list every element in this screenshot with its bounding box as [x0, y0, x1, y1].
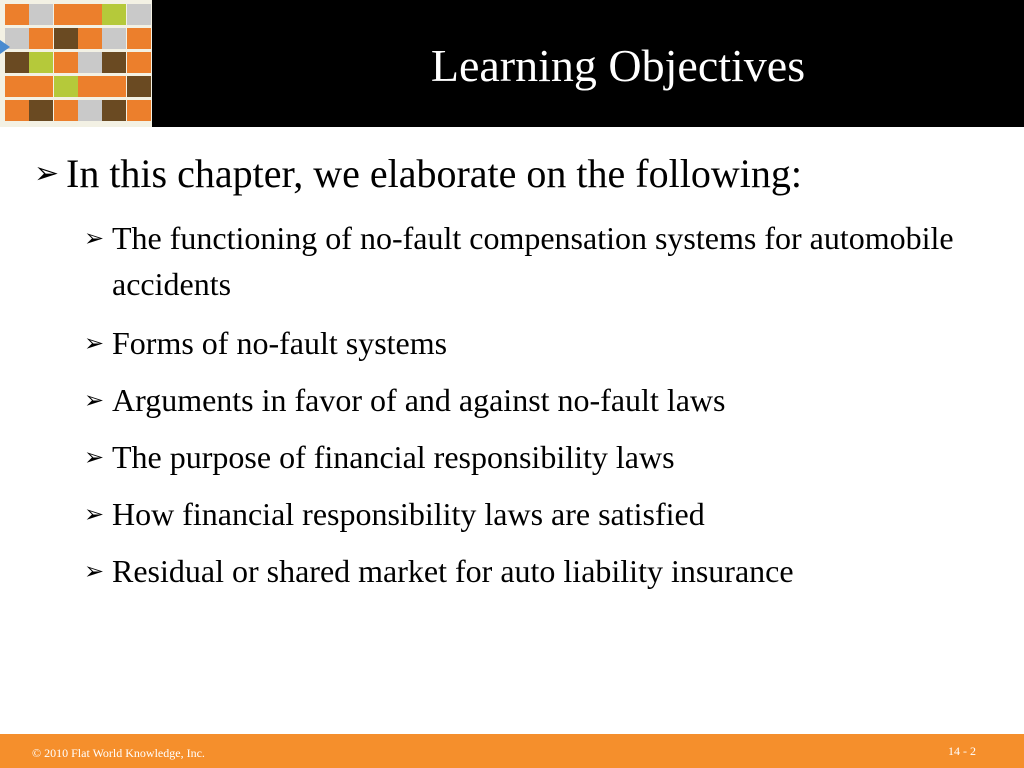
logo-tile — [78, 76, 102, 97]
logo-tile — [102, 76, 126, 97]
list-item-text: The functioning of no-fault compensation systems for automobile accidents — [112, 220, 954, 302]
bullet-arrow-icon: ➢ — [34, 156, 60, 191]
intro-bullet — [34, 150, 994, 198]
logo-tile — [102, 4, 126, 25]
logo-tile — [78, 4, 102, 25]
list-item-text: Forms of no-fault systems — [112, 325, 448, 361]
logo-tile — [5, 4, 29, 25]
logo-tile — [78, 100, 102, 121]
logo-tile — [54, 100, 78, 121]
logo-tile — [29, 4, 53, 25]
bullet-arrow-icon: ➢ — [84, 329, 105, 357]
logo-tile — [29, 28, 53, 49]
bullet-arrow-icon: ➢ — [84, 386, 105, 414]
list-item-text: Residual or shared market for auto liability insurance — [112, 553, 794, 589]
bullet-arrow-icon: ➢ — [84, 224, 105, 252]
page-number: 14 - 2 — [948, 744, 976, 758]
logo-tile — [5, 100, 29, 121]
slide-header — [0, 0, 1024, 127]
copyright-text: © 2010 Flat World Knowledge, Inc. — [32, 746, 205, 760]
list-item-text: The purpose of financial responsibility laws — [112, 439, 675, 475]
bullet-arrow-icon: ➢ — [84, 443, 105, 471]
logo-tile — [127, 76, 151, 97]
logo-tile — [29, 52, 53, 73]
logo-tile — [78, 28, 102, 49]
logo-tile — [102, 100, 126, 121]
mosaic-logo — [0, 0, 152, 127]
logo-tile — [5, 52, 29, 73]
logo-tile — [29, 76, 53, 97]
arrow-icon — [0, 40, 10, 54]
list-item — [84, 377, 984, 423]
list-item — [84, 491, 984, 537]
logo-tile — [54, 4, 78, 25]
bullet-arrow-icon: ➢ — [84, 557, 105, 585]
slide-footer — [0, 734, 1024, 768]
logo-tile — [102, 28, 126, 49]
slide-title: Learning Objectives — [430, 40, 806, 91]
list-item — [84, 434, 984, 480]
logo-tile — [127, 28, 151, 49]
list-item — [84, 548, 984, 594]
logo-tile — [54, 28, 78, 49]
list-item — [84, 215, 984, 307]
logo-tile — [54, 76, 78, 97]
list-item-text: Arguments in favor of and against no-fault laws — [112, 382, 726, 418]
list-item — [84, 320, 984, 366]
logo-tile — [78, 52, 102, 73]
logo-tile — [127, 100, 151, 121]
logo-tile — [5, 76, 29, 97]
list-item-text: How financial responsibility laws are satisfied — [112, 496, 705, 532]
bullet-arrow-icon: ➢ — [84, 500, 105, 528]
intro-text: In this chapter, we elaborate on the following: — [66, 151, 802, 196]
logo-tile — [54, 52, 78, 73]
logo-tile — [29, 100, 53, 121]
logo-tile — [102, 52, 126, 73]
logo-tile — [127, 4, 151, 25]
logo-tile — [127, 52, 151, 73]
